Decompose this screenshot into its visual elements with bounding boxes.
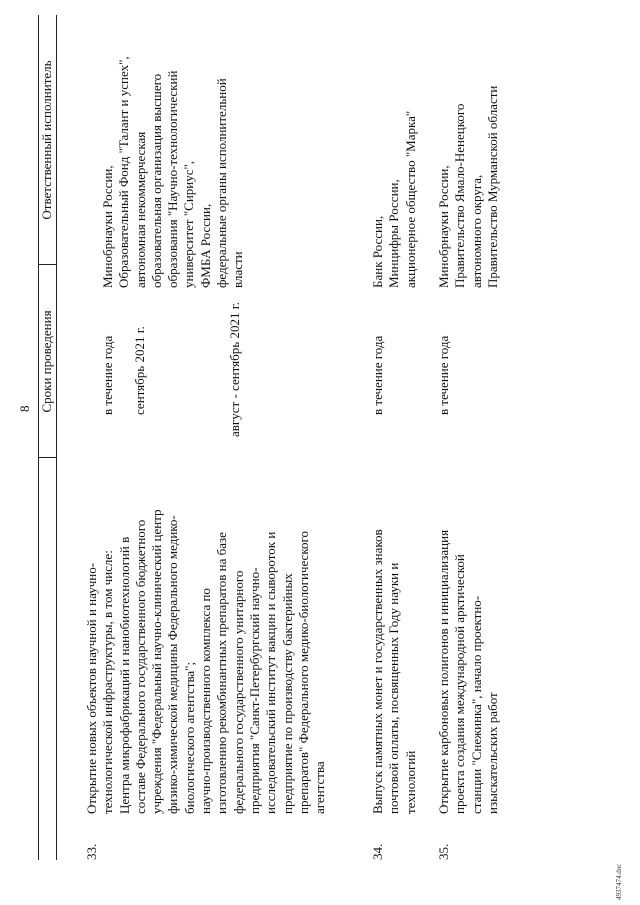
responsible-line: Минцифры России, bbox=[386, 179, 402, 288]
row-34-timing: в течение года bbox=[370, 335, 385, 415]
task-line: технологической инфраструктуры, в том числе: bbox=[100, 550, 116, 814]
task-line: составе Федерального государственного бюджетного bbox=[132, 519, 148, 814]
row-33-task bbox=[84, 509, 328, 814]
task-line: препаратов" Федерального медико-биологического bbox=[295, 531, 311, 814]
responsible-line: университет "Сириус", bbox=[181, 160, 197, 288]
task-line: учреждения "Федеральный научно-клинический центр bbox=[149, 509, 165, 814]
header-responsible: Ответственный исполнитель bbox=[39, 60, 54, 220]
row-33-responsible bbox=[100, 56, 247, 288]
responsible-line: ФМБА России, bbox=[197, 203, 213, 288]
row-34-responsible bbox=[370, 111, 419, 288]
responsible-line: власти bbox=[230, 251, 246, 288]
responsible-line: Правительство Ямало-Ненецкого bbox=[452, 103, 468, 288]
row-number-34: 34. bbox=[370, 843, 385, 860]
task-line: станции "Снежинка", начало проектно- bbox=[468, 595, 484, 814]
responsible-line: Образовательный Фонд "Талант и успех", bbox=[116, 56, 132, 288]
row-number-35: 35. bbox=[436, 843, 451, 860]
row-number-33: 33. bbox=[84, 843, 99, 860]
row-35-task bbox=[436, 530, 501, 814]
task-line: предприятия "Санкт-Петербургский научно- bbox=[246, 567, 262, 814]
responsible-line: Минобрнауки России, bbox=[100, 165, 115, 288]
responsible-line: образования "Научно-технологический bbox=[165, 70, 181, 288]
task-line: Открытие новых объектов научной и научно- bbox=[84, 562, 99, 814]
responsible-line: Минобрнауки России, bbox=[436, 165, 451, 288]
task-line: Центра микрофабрикаций и нанобиотехнологий в bbox=[116, 536, 132, 814]
task-line: агентства bbox=[312, 761, 328, 814]
task-line: технологий bbox=[402, 750, 418, 814]
row-33-timing-1: в течение года bbox=[100, 335, 115, 415]
row-35-responsible bbox=[436, 86, 501, 288]
header-timing: Сроки проведения bbox=[39, 310, 54, 413]
page-number: 8 bbox=[17, 405, 32, 412]
row-33-timing-3: август - сентябрь 2021 г. bbox=[227, 302, 242, 437]
responsible-line: автономного округа, bbox=[468, 174, 484, 288]
table-header-rule bbox=[56, 15, 57, 860]
task-line: изыскательских работ bbox=[484, 692, 500, 814]
responsible-line: автономная некоммерческая bbox=[132, 131, 148, 288]
responsible-line: образовательная организация высшего bbox=[148, 73, 164, 288]
responsible-line: Правительство Мурманской области bbox=[484, 85, 500, 288]
row-35-timing: в течение года bbox=[436, 335, 451, 415]
task-line: почтовой оплаты, посвященных Году науки и bbox=[386, 562, 402, 814]
document-file-code: 4937474.doc bbox=[615, 863, 623, 900]
task-line: физико-химической медицины Федерального медико- bbox=[165, 515, 181, 814]
task-line: изготовлению рекомбинантных препаратов на базе bbox=[214, 532, 230, 814]
task-line: предприятие по производству бактерийных bbox=[279, 573, 295, 814]
row-33-timing-2: сентябрь 2021 г. bbox=[132, 326, 147, 415]
task-line: биологического агентства"; bbox=[181, 661, 197, 814]
responsible-line: федеральные органы исполнительной bbox=[214, 78, 230, 288]
row-34-task bbox=[370, 529, 419, 814]
responsible-line: Банк России, bbox=[370, 215, 385, 288]
task-line: научно-производственного комплекса по bbox=[198, 588, 214, 814]
task-line: проекта создания международной арктической bbox=[452, 554, 468, 814]
responsible-line: акционерное общество "Марка" bbox=[402, 110, 418, 288]
task-line: Открытие карбоновых полигонов и инициализация bbox=[436, 529, 451, 814]
task-line: Выпуск памятных монет и государственных знаков bbox=[370, 529, 385, 814]
task-line: федерального государственного унитарного bbox=[230, 570, 246, 814]
task-line: исследовательский институт вакцин и сывороток и bbox=[263, 531, 279, 814]
